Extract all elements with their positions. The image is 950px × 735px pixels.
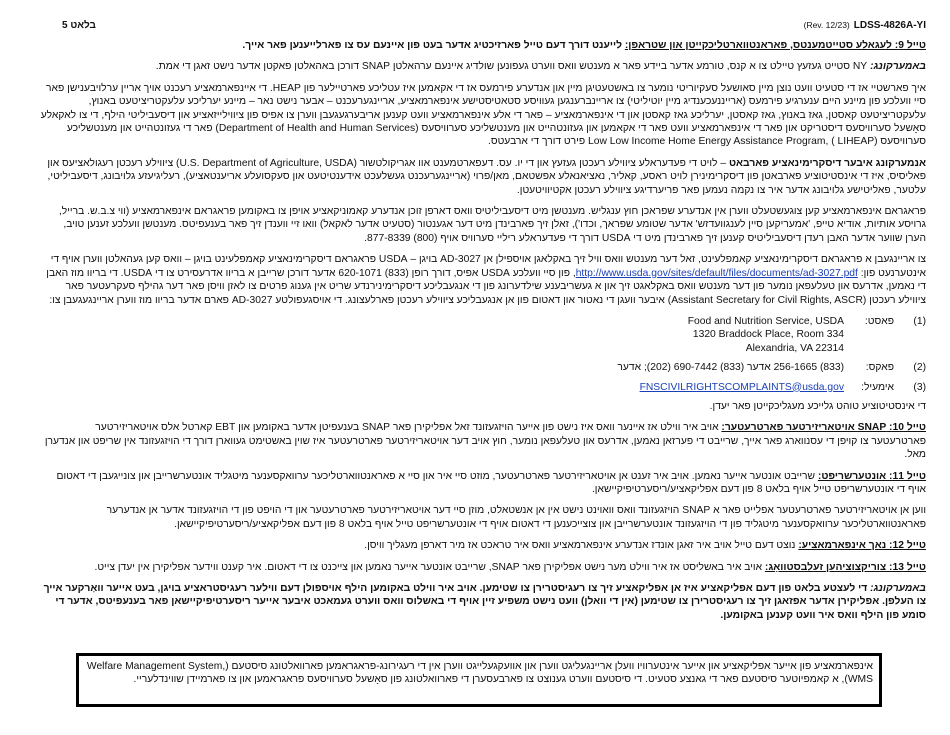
form-id: LDSS-4826A-YI [853, 20, 926, 31]
voter-notice [40, 582, 926, 622]
mailing-address [688, 315, 844, 355]
notice-text: NY סטייט געזעץ טיילט צו א קנס, טורמע אדער ביידע פאר א מענטש וואס ווערט געפונען שולדיג איינעם ערהאלטן SNAP דורכן באהאלטן פאקטן אדער נישט זאגן די אמת. [155, 61, 868, 73]
contact-email [40, 381, 926, 394]
section-9-subtitle: לייענט דורך דעם טייל פארזיכטיג אדער בעט פון איינעם עס צו פארלייענען פאר אייך. [242, 40, 622, 51]
page-number: בלאט 5 [62, 20, 96, 31]
wms-notice-box [76, 653, 882, 707]
discrimination-notice-text: – לויט די פעדעראלע ציווילע רעכטן געזעץ און די יו. עס. דעפארטמענט אוו אגריקולטשור (U.S. Department of Agriculture, USDA) ציווילע רעכטן רעגולאציעס און פאליסיס, איז די אינסטיטוציע פארבאטן פון דיסקרימינירן לויט ראסע, קאליר, נאציאנאלע אפשטאם, מאן/פרוי (אריינגערעכנט געשלעכט אידענטיטעט און סעקסועלע אריענטאציע), רעליגיעזע גלויבונג, דיסעביליטי, עלטער, פאליטישע גלויבונג אדער איר צו נקמה נעמען פאר פריערדיגע ציווילע רעכטן אקטיוויטעטן. [47, 157, 926, 196]
section-12-title: טייל 12: נאך אינפארמאציע: [798, 540, 926, 552]
contact-number: (1) [913, 315, 926, 327]
contact-label: פאקס: [865, 362, 894, 374]
form-number [804, 20, 926, 31]
equal-opportunity-statement: די אינסטיטוציע טוהט גלייכע מעגליכקייטן פאר יעדן. [709, 400, 926, 412]
address-line-3: Alexandria, VA 22314 [745, 342, 844, 354]
section-11-text-1: שרייבט אונטער אייער נאמען. אויב איר זענט אן אויטאריזירטער פארטרעטער, מוזט סיי איר און סיי א פאראנטווארטליכער ערוואקסענער מיטגליד אונטערשרייבן און צונייגעבן די דאטום אויף די אונטערשריפט טייל אויף בלאט 8 פון דעם אפליקאציע/ריסערטיפיקיישאן. [56, 470, 926, 495]
address-line-2: 1320 Braddock Place, Room 334 [692, 329, 844, 341]
contact-number: (3) [913, 381, 926, 393]
section-12 [40, 539, 926, 552]
discrimination-notice-title: אנמערקונג איבער דיסקרימינאציע פארבאט [728, 157, 926, 169]
contact-label: פאסט: [864, 315, 894, 327]
section-13-title: טייל 13: צוריקצוציהען זעלבסטוואָג: [764, 561, 926, 573]
section-9-notice [40, 60, 926, 73]
complaint-text-b: , פון סיי וועלכע USDA אפיס, דורך רופן (833) 620-1071 אדער דורכן שרייבן א בריוו אדרעסירט צו די USDA. די בריוו מוז האבן די נאמען, אדרעס און טעלעפאן נומער פון דער מענטש וואס באקלאגט זיך און א געשריבענע שילדערונג פון די אנגעבליכע דיסקרימינירנדע שריט אין גענוג פרטים צו לאזן וויסן פאר דער גהילף סעקרעטער פאר ציווילע רעכטן (Assistant Secretary for Civil Rights, ASCR) איבער וועגן די נאטור און דאטום פון אן אנגעבליכע ציווילע רעכטן פארלעצונג. די אויסגעפולטע AD-3027 פארם אדער בריוו מוז ווערן אריינגעגעבן צו: [46, 267, 926, 306]
section-10-title: טייל 10: SNAP אויטאריזירטער פארטרעטער: [721, 422, 926, 434]
section-11-title: טייל 11: אונטערשריפט: [817, 470, 926, 482]
section-10 [40, 421, 926, 461]
section-11-para-2: ווען אן אויטאריזירטער פארטרעטער אפלייט פאר א SNAP הויזגעזונד וואס וואוינט נישט אין אן אנשטאלט, מוזן סיי דער אויטאריזירטער פארטרעטער און די הויפט פון די הויזגעזונד אדער אן אנדערער פאראנטווארטליכער ערוואקסענער מיטגליד פון די הויזגעזונד אונטערשרייבן און צוצייכענען די דאטום אויף די אונטערשריפט טייל אויף בלאט 8 פון דעם אפליקאציע/ריסערטיפיקיישאן. [106, 505, 926, 530]
complaint-form-link[interactable]: http://www.usda.gov/sites/default/files/documents/ad-3027.pdf [575, 267, 858, 279]
section-9-para-1: איך פארשטיי אז די סטעיט וועט נוצן מיין סאושעל סעקיוריטי נומער צו באשטעטיגן מיין און אנדערע פירמעס אז די אקאמען איז עטליכע פארטיילער פון HEAP. די איינפארמאציע רעכנט אויך אריין ערלויבענישן פאר סיי וועלכע פון מיינע היים ענערגיע פירמעס (ארייננעכענדיג מיין יוטיליטי) צו אריינברענגען געוויסע סטאטיסטישע אינפארמאציע, אריינגערעכנט – אבער נישט נאר – מיינע יערליכע עלעקטריציטעט באנוץ, עלעקטריציטעט קאסטן, גאז באנוץ, גאז קאסטן, יערליכע גאז קאסטן און די אינפארמאציע – פאר די אלע אינפארמאציע וועט קענען אריבערגעגעבן ווערן צו אפיס פון ציווילייזאציע און דיסעביליטי הילף, די צו לאקאלע סאָשעל סערוויסעס דיסטריקט און פאר די אינפארמאציע וועט פאר די אקאמען און געזונטהייט און מענטשליכע סערוויסעס (Department of Health and Human Services) פאר די געזונטהייט און מענטשליכע סערוויסעס Low Low Income Home Energy Assistance Program, ( LIHEAP) פירט דורך די ארבעטס. [40, 82, 926, 148]
contact-fax [40, 361, 926, 374]
contact-label: אימעיל: [861, 381, 894, 393]
wms-notice-text: אינפארמאציע פון אייער אפליקאציע און אייער אינטערוויו וועלן אריינגעליגט ווערן און אוועקגעלייגט ווערן אין די רעגירונג-פראגראמען פארוואלטונג סיסטעם (Welfare Management System, WMS), א קאמפיוטער סיסטעם פאר די גאנצע סטעיט. די סיסטעם ווערט גענוצט צו פארבעסערן די פארוואלטונג פון סאָשעל סערוויסעס פראגראמען און צו פארמיידן שווינדלעריי. [86, 661, 873, 686]
section-9-heading [40, 39, 926, 52]
section-12-text: נוצט דעם טייל אויב איר זאגן אונדז אנדערע אינפארמאציע וואס איר טראכט אז מיר דארפן מעגליך וויסן. [364, 540, 796, 552]
section-13-text: אויב איר באשליסט אז איר ווילט מער נישט אפליקירן פאר SNAP, שרייבט אונטער אייער נאמען און צייכנט צו די דאטום. איר קענט ווידער אפליקירן אין יעדן צייט. [94, 561, 763, 573]
voter-notice-label: באמערקונג: [870, 583, 926, 594]
revision-date: (Rev. 12/23) [803, 20, 850, 30]
email-link[interactable]: FNSCIVILRIGHTSCOMPLAINTS@usda.gov [639, 381, 844, 393]
notice-label: באמערקונג: [870, 61, 926, 73]
address-line-1: Food and Nutrition Service, USDA [687, 315, 844, 327]
section-9-para-3: פראגראם אינפארמאציע קען צוגעשטעלט ווערן אין אנדערע שפראכן חוץ ענגליש. מענטשן מיט דיסעביליטיס וואס דארפן זוכן אנדערע קאמוניקאציע אויפן צו באקומען פראגראם אינפארמאציע (ווי צ.ב.ש. ברייל, גרויסע אותיות, אודיא טייפ, 'אמעריקען סיין לענגוועדזש' אדער שטומע שפראך, וכדו'), זאלן זיך פארבינדן מיט דער אגענטור (סטעיט אדער לאקאל) וואו זיי ווענדן זיך פאר בענעפיטס. מענטשן וועלכע זענען טויב, הערן שווער אדער האבן רעדן דיסעביליטיס קענען זיך פארבינדן מיט די USDA דורך די פעדעראלע ריליי סערוויס אויף (800) 877-8339. [58, 206, 926, 244]
section-9-title: טייל 9: לעגאלע סטייטמענטס, פאראנטווארטליכקייטן און שטראפן: [624, 40, 926, 51]
page-header [62, 20, 926, 34]
voter-notice-text: די לעצטע בלאט פון דעם אפליקאציע איז אן אפליקאציע זיך צו רעגיסטרירן צו שטימען. אויב איר ווילט באקומען הילף אויספולן דעם ווילער רעגיסטראציע בויגן, בעט אייער וואַרקער אייך צו העלפן. אפליקירן אדער אפזאגן זיך צו רעגיסטרירן צו שטימען (אין די וואלן) וועט נישט משפיע זיין אויף די באשלוס וואס ווערט געמאכט איבער אייער ריסערטיפיקיישאן פאר בענעפיטס, אדער די סומע פון הילף וואס איר וועט קענען באקומען. [43, 583, 926, 621]
complaint-text-a: צו אריינגעבן א פראגראם דיסקרימינאציע קאמפלעינט, זאל דער מענטש וואס וויל זיך באקלאגן אויספילן אן AD-3027 בויגן – USDA פראגראם דיסקרימינאציע קאמפלעינט בויגן – וואס קען געהאלטן ווערן אויף די אינטערנעט פון: [50, 254, 926, 279]
fax-numbers: (833) 256-1665 אדער (833) 690-7442 (202); אדער [617, 362, 844, 374]
section-9-para-2 [40, 157, 926, 197]
contact-number: (2) [913, 362, 926, 374]
section-13 [40, 561, 926, 574]
section-10-text: אויב איר ווילט אז איינער וואס איז נישט פון אייער הויזגעזונד זאל אפליקירן פאר SNAP בענעפיטן אדער באקומען און EBT קארטל אלס אויטאריזירטער פארטרעטער צו קויפן די עסנווארג פאר אייך, שרייבט די פערזאן נאמען, אדרעס און טעלעפאן נומער, חוץ אויב דער אויטאריזירטער פארטרעטער איז שוין באשטימט געווארן דורך די הויזגעזונד אין שריפט און אנדערן מאל. [44, 422, 926, 461]
contact-mail [40, 315, 926, 355]
document-body [40, 39, 926, 630]
section-11 [40, 470, 926, 497]
section-9-para-4 [40, 253, 926, 307]
